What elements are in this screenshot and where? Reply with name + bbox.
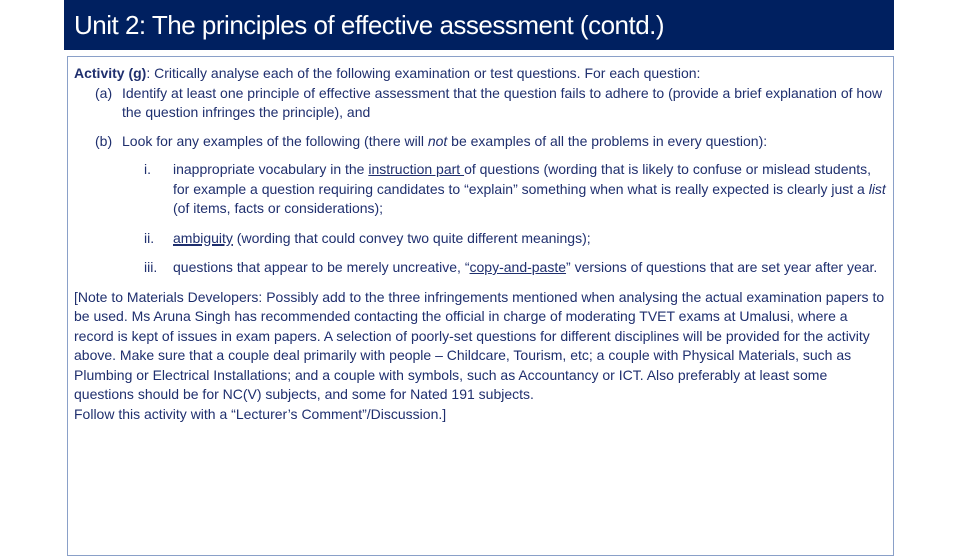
- list-item-ii-text: [173, 229, 887, 249]
- list-item-i: [144, 160, 887, 219]
- list-item-ii-part: (wording that could convey two quite different meanings);: [232, 229, 591, 246]
- sub-question-b-text-part: Look for any examples of the following (there will: [122, 132, 428, 149]
- list-item-i-underlined: instruction part: [368, 161, 465, 177]
- list-item-ii-underlined: ambiguity: [173, 229, 233, 246]
- list-item-ii-tag: ii.: [144, 229, 155, 246]
- activity-intro: [74, 64, 887, 84]
- activity-intro-text: : Critically analyse each of the following examination or test questions. For each question:: [146, 65, 701, 81]
- sub-question-b-text: [122, 132, 887, 152]
- list-item-iii-text: [173, 258, 887, 278]
- activity-label: Activity (g): [74, 65, 147, 81]
- list-item-iii: [144, 258, 887, 278]
- sub-question-a-tag: (a): [95, 84, 113, 101]
- sub-question-b-emphasis: not: [427, 132, 448, 149]
- list-item-iii-underlined: copy-and-paste: [469, 259, 567, 275]
- list-item-i-part: (of items, facts or considerations);: [173, 200, 384, 216]
- list-item-iii-part: ” versions of questions that are set year after year.: [566, 259, 878, 275]
- slide-title: Unit 2: The principles of effective assessment (contd.): [74, 9, 665, 40]
- list-item-i-part: of questions (wording that is likely to confuse or mislead students, for example a question requiring candidates to “explain” something when what is really expected is clearly just a: [173, 161, 872, 197]
- developer-note: [Note to Materials Developers: Possibly add to the three infringements mentioned when analysing the actual examination papers to be used. Ms Aruna Singh has recommended contacting the official in charge of moderating TVET exams at Umalusi, where a record is kept of issues in exam papers. A selection of poorly-set questions for different disciplines will be provided for the activity above. Make sure that a couple deal primarily with people – Childcare, Tourism, etc; a couple with Physical Materials, such as Plumbing or Electrical Installations; and a couple with symbols, such as Accountancy or ICT. Also preferably at least some questions should be for NC(V) subjects, and some for Nated 191 subjects.: [74, 288, 885, 402]
- list-item-iii-part: questions that appear to be merely uncreative, “: [173, 259, 470, 275]
- follow-up-note: Follow this activity with a “Lecturer’s Comment”/Discussion.]: [74, 405, 447, 422]
- list-item-i-emphasis: list: [868, 180, 886, 197]
- activity-content-box: [67, 56, 894, 556]
- sub-question-b: [95, 132, 887, 152]
- list-item-iii-tag: iii.: [144, 259, 158, 275]
- list-item-ii: [144, 229, 887, 249]
- list-item-i-tag: i.: [144, 161, 151, 177]
- list-item-i-part: inappropriate vocabulary in the: [173, 161, 369, 177]
- slide-title-bar: [64, 0, 894, 50]
- sub-question-a: [95, 84, 887, 123]
- sub-question-b-text-part: be examples of all the problems in every question):: [447, 132, 768, 149]
- sub-question-a-text: Identify at least one principle of effective assessment that the question fails to adhere to (provide a brief explanation of how the question infringes the principle), and: [122, 84, 883, 120]
- list-item-i-text: [173, 160, 887, 219]
- sub-question-b-tag: (b): [95, 132, 113, 149]
